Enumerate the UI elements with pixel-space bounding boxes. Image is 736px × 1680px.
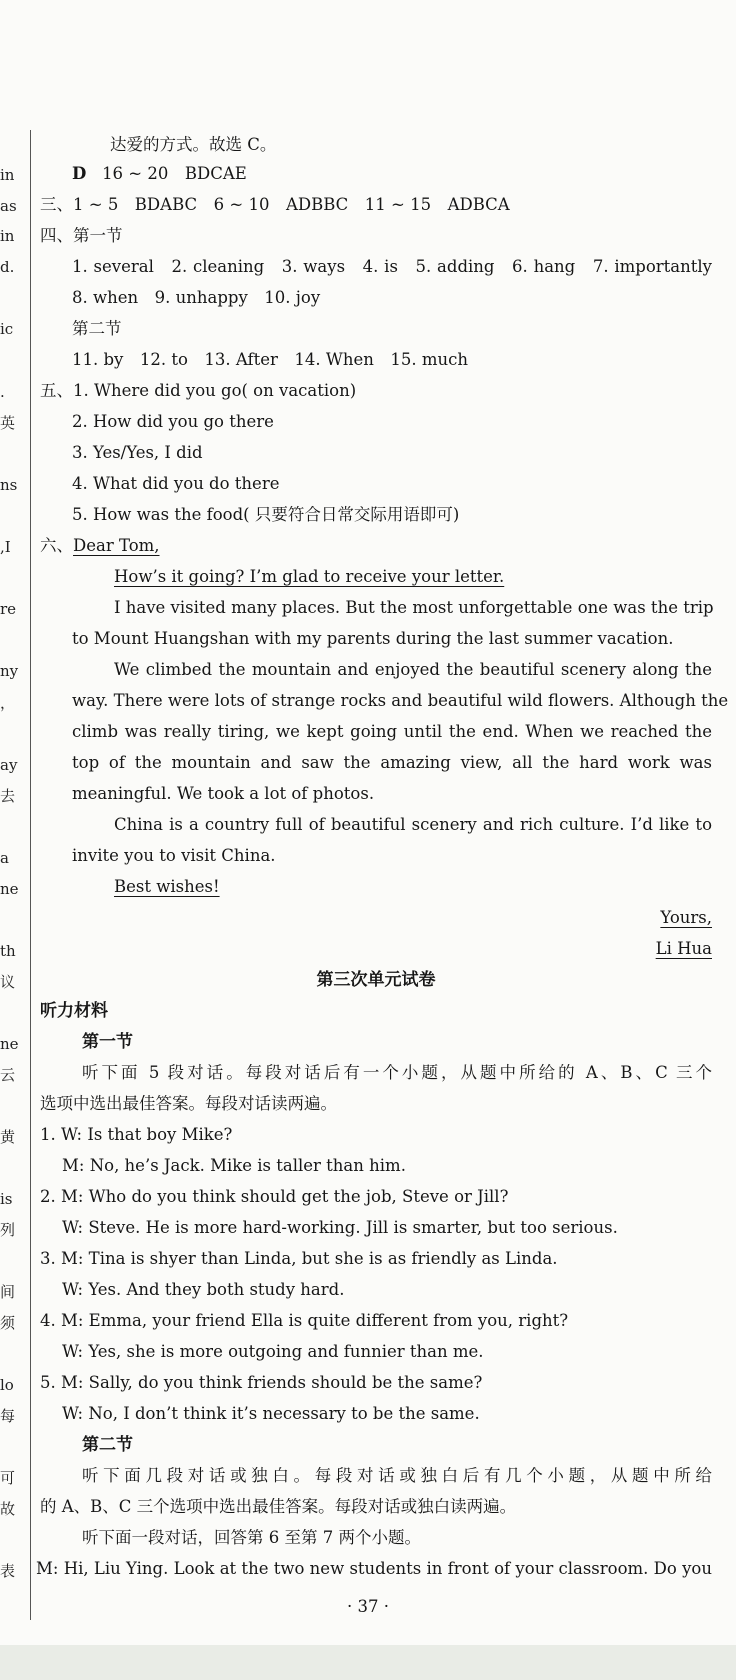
answer-line [72,163,247,185]
dialogue-line: 3. M: Tina is shyer than Linda, but she is as friendly as Linda. [40,1249,558,1268]
part-two-heading: 第二节 [82,1435,133,1455]
section-d-answers: 16 ~ 20 BDCAE [102,164,247,183]
section-heading: 四、第一节 [40,226,123,245]
margin-fragment: a [0,849,9,867]
answer-line: 3. Yes/Yes, I did [72,443,203,462]
margin-fragment: in [0,166,15,184]
salutation: Dear Tom, [73,536,160,555]
margin-fragment: 去 [0,787,16,805]
letter-line: way. There were lots of strange rocks and beautiful wild flowers. Although the [72,691,729,710]
dialogue-line: 4. M: Emma, your friend Ella is quite different from you, right? [40,1311,569,1330]
text-line: 达爱的方式。故选 C。 [110,135,277,154]
instruction-line: 选项中选出最佳答案。每段对话读两遍。 [40,1094,337,1113]
section-d-label: D [72,164,87,183]
instruction-line: 听下面几段对话或独白。每段对话或独白后有几个小题，从题中所给 [82,1466,712,1485]
dialogue-line: W: Steve. He is more hard-working. Jill is smarter, but too serious. [62,1218,618,1237]
letter-line: top of the mountain and saw the amazing view, all the hard work was [72,753,712,772]
margin-fragment: th [0,942,16,960]
letter-line: I have visited many places. But the most unforgettable one was the trip [114,598,714,617]
dialogue-line: W: Yes, she is more outgoing and funnier than me. [62,1342,484,1361]
margin-fragment: as [0,197,17,215]
answer-line: 4. What did you do there [72,474,280,493]
letter-line: climb was really tiring, we kept going until the end. When we reached the [72,722,712,741]
dialogue-line: M: No, he’s Jack. Mike is taller than him. [62,1156,406,1175]
margin-fragment: ns [0,476,18,494]
margin-fragment: 每 [0,1407,16,1425]
margin-fragment: 须 [0,1314,16,1332]
dialogue-line: 2. M: Who do you think should get the job, Steve or Jill? [40,1187,509,1206]
dialogue-line: 5. M: Sally, do you think friends should be the same? [40,1373,483,1392]
column-divider [30,130,31,1620]
margin-fragment: 英 [0,414,16,432]
section-six-label: 六、 [40,536,73,555]
section-heading: 第二节 [72,319,122,338]
instruction-line: 听下面 5 段对话。每段对话后有一个小题，从题中所给的 A、B、C 三个 [82,1063,712,1082]
letter-signoff: Yours, [660,908,712,927]
margin-fragment: 云 [0,1066,16,1084]
answer-line: 8. when 9. unhappy 10. joy [72,288,321,307]
letter-salutation-line [40,535,160,557]
letter-line: meaningful. We took a lot of photos. [72,784,375,803]
margin-fragment: is [0,1190,13,1208]
letter-signature: Li Hua [655,939,712,958]
dialogue-line: W: No, I don’t think it’s necessary to be the same. [62,1404,480,1423]
letter-line: to Mount Huangshan with my parents during the last summer vacation. [72,629,674,648]
listening-heading: 听力材料 [40,1001,108,1021]
margin-fragment: d. [0,258,15,276]
margin-fragment: 故 [0,1500,16,1518]
margin-fragment: in [0,227,15,245]
dialogue-line: W: Yes. And they both study hard. [62,1280,345,1299]
margin-fragment: lo [0,1376,14,1394]
margin-fragment: 表 [0,1562,16,1580]
margin-fragment: 黄 [0,1128,16,1146]
dialogue-line: M: Hi, Liu Ying. Look at the two new students in front of your classroom. Do you [36,1559,712,1578]
margin-fragment: ny [0,662,19,680]
margin-fragment: ,I [0,538,11,556]
letter-line: We climbed the mountain and enjoyed the beautiful scenery along the [114,660,712,679]
page-number: · 37 · [347,1597,389,1616]
letter-line: invite you to visit China. [72,846,276,865]
instruction-line: 听下面一段对话，回答第 6 至第 7 两个小题。 [82,1528,421,1547]
letter-greeting: How’s it going? I’m glad to receive your letter. [114,567,505,586]
margin-fragment: . [0,383,5,401]
answer-line: 5. How was the food( 只要符合日常交际用语即可) [72,505,460,524]
scan-background-strip [0,1645,736,1680]
instruction-line: 的 A、B、C 三个选项中选出最佳答案。每段对话或独白读两遍。 [40,1497,517,1516]
test-title: 第三次单元试卷 [316,970,436,990]
margin-fragment: re [0,600,17,618]
dialogue-line: 1. W: Is that boy Mike? [40,1125,233,1144]
margin-fragment: ne [0,1035,19,1053]
letter-line: China is a country full of beautiful scenery and rich culture. I’d like to [114,815,712,834]
margin-fragment: ne [0,880,19,898]
margin-fragment: 可 [0,1469,16,1487]
answer-line: 三、1 ~ 5 BDABC 6 ~ 10 ADBBC 11 ~ 15 ADBCA [40,195,510,214]
letter-closing: Best wishes! [114,877,220,896]
part-one-heading: 第一节 [82,1032,133,1052]
answer-line: 2. How did you go there [72,412,274,431]
margin-fragment: 议 [0,973,16,991]
margin-fragment: ， [0,694,16,712]
margin-fragment: 列 [0,1221,16,1239]
margin-fragment: ay [0,756,18,774]
margin-fragment: ic [0,320,14,338]
answer-line: 1. several 2. cleaning 3. ways 4. is 5. adding 6. hang 7. importantly [72,257,712,276]
answer-line: 11. by 12. to 13. After 14. When 15. much [72,350,469,369]
answer-line: 五、1. Where did you go( on vacation) [40,381,357,400]
margin-fragment: 间 [0,1283,16,1301]
